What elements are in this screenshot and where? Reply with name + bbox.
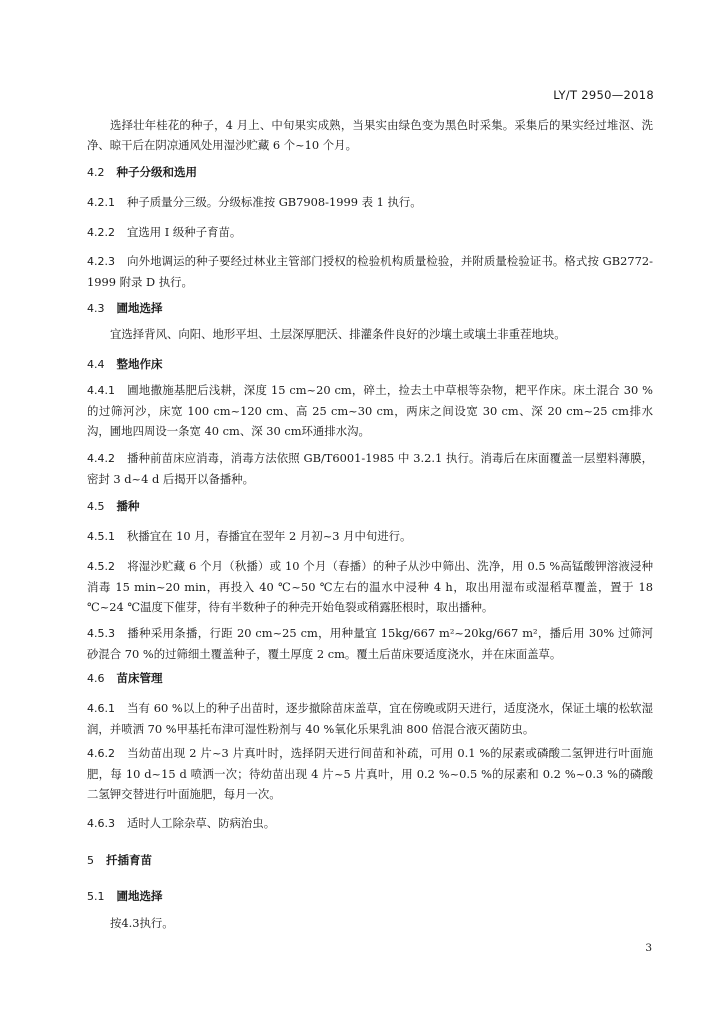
clause-number: 4.5.3	[87, 627, 115, 640]
clause-text: 宜选用 I 级种子育苗。	[127, 225, 242, 239]
clause-text: 秋播宜在 10 月，春播宜在翌年 2 月初~3 月中旬进行。	[127, 529, 412, 543]
section-number: 4.3	[87, 302, 105, 315]
standard-code: LY/T 2950—2018	[553, 88, 654, 102]
section-title: 圃地选择	[116, 301, 163, 315]
clause-text: 播种前苗床应消毒，消毒方法依照 GB/T6001-1985 中 3.2.1 执行。消毒后在床面覆盖一层塑料薄膜，密封 3 d~4 d 后揭开以备播种。	[87, 451, 653, 486]
clause-4-4-2	[87, 448, 653, 489]
clause-number: 4.2.1	[87, 196, 115, 209]
paragraph-5-1	[87, 913, 653, 933]
clause-4-5-1	[87, 526, 653, 547]
section-number: 5.1	[87, 890, 105, 903]
clause-text: 种子质量分三级。分级标准按 GB7908-1999 表 1 执行。	[127, 195, 422, 209]
section-title: 扦插育苗	[106, 853, 152, 867]
clause-number: 4.2.3	[87, 255, 115, 268]
clause-4-2-2	[87, 222, 653, 243]
clause-number: 4.5.1	[87, 530, 115, 543]
clause-text: 向外地调运的种子要经过林业主管部门授权的检验机构质量检验，并附质量检验证书。格式按 GB2772-1999 附录 D 执行。	[87, 254, 653, 289]
section-title: 种子分级和选用	[116, 165, 197, 179]
section-heading-5	[87, 850, 653, 871]
section-number: 4.5	[87, 500, 105, 513]
clause-4-6-2	[87, 743, 653, 804]
clause-number: 4.6.1	[87, 702, 115, 715]
clause-number: 4.2.2	[87, 226, 115, 239]
clause-number: 4.6.2	[87, 747, 115, 760]
clause-number: 4.6.3	[87, 817, 115, 830]
section-heading-4-6	[87, 668, 653, 689]
clause-text: 当幼苗出现 2 片~3 片真叶时，选择阴天进行间苗和补疏，可用 0.1 %的尿素或磷酸二氢钾进行叶面施肥，每 10 d~15 d 喷洒一次；待幼苗出现 4 片~5 片真叶，用 0.2 %~0.5 %的尿素和 0.2 %~0.3 %的磷酸二氢钾交替进行叶面施肥，每月一次。	[87, 746, 653, 801]
clause-4-6-1	[87, 698, 653, 739]
clause-number: 4.4.2	[87, 452, 115, 465]
clause-number: 4.4.1	[87, 384, 115, 397]
section-title: 圃地选择	[116, 889, 163, 903]
section-number: 4.6	[87, 672, 105, 685]
section-number: 4.4	[87, 358, 105, 371]
clause-text: 将湿沙贮藏 6 个月（秋播）或 10 个月（春播）的种子从沙中筛出、洗净，用 0.5 %高锰酸钾溶液浸种消毒 15 min~20 min，再投入 40 ℃~50 ℃左右的温水中浸种 4 h，取出用湿布或湿稻草覆盖，置于 18 ℃~24 ℃温度下催芽，待有半数种子的种壳开始龟裂或稍露胚根时，取出播种。	[87, 559, 653, 614]
clause-4-5-2	[87, 556, 653, 617]
clause-text: 圃地撒施基肥后浅耕，深度 15 cm~20 cm，碎土，捡去土中草根等杂物，耙平作床。床土混合 30 %的过筛河沙，床宽 100 cm~120 cm、高 25 cm~30 cm，两床之间设宽 30 cm、深 20 cm~25 cm排水沟，圃地四周设一条宽 40 cm、深 30 cm环通排水沟。	[87, 383, 653, 438]
clause-text: 当有 60 %以上的种子出苗时，逐步撤除苗床盖草，宜在傍晚或阴天进行，适度浇水，保证土壤的松软湿润，并喷洒 70 %甲基托布津可湿性粉剂与 40 %氧化乐果乳油 800 倍混合液灭菌防虫。	[87, 701, 653, 736]
clause-4-2-1	[87, 192, 653, 213]
page-number: 3	[645, 942, 652, 954]
section-heading-4-5	[87, 496, 653, 517]
clause-text: 适时人工除杂草、防病治虫。	[127, 816, 276, 830]
clause-4-5-3	[87, 623, 653, 664]
paragraph-text: 宜选择背风、向阳、地形平坦、土层深厚肥沃、排灌条件良好的沙壤土或壤土非重茬地块。	[110, 327, 566, 341]
section-number: 4.2	[87, 166, 105, 179]
section-heading-5-1	[87, 886, 653, 907]
section-number: 5	[87, 854, 94, 867]
section-heading-4-3	[87, 298, 653, 319]
clause-4-4-1	[87, 380, 653, 441]
clause-4-6-3	[87, 813, 653, 834]
clause-number: 4.5.2	[87, 560, 115, 573]
paragraph-4-3	[87, 324, 653, 344]
section-title: 播种	[116, 499, 140, 513]
section-heading-4-4	[87, 354, 653, 375]
paragraph-text: 按4.3执行。	[110, 916, 174, 930]
section-title: 整地作床	[116, 357, 163, 371]
section-title: 苗床管理	[116, 671, 163, 685]
section-heading-4-2	[87, 162, 653, 183]
clause-4-2-3	[87, 251, 653, 292]
paragraph-text: 选择壮年桂花的种子，4 月上、中旬果实成熟，当果实由绿色变为黑色时采集。采集后的果实经过堆沤、洗净、晾干后在阴凉通风处用湿沙贮藏 6 个~10 个月。	[87, 118, 653, 152]
clause-text: 播种采用条播，行距 20 cm~25 cm，用种量宜 15kg/667 m²~20kg/667 m²，播后用 30% 过筛河砂混合 70 %的过筛细土覆盖种子，覆土厚度 2 cm。覆土后苗床要适度浇水，并在床面盖草。	[87, 626, 653, 661]
intro-paragraph	[87, 115, 653, 155]
